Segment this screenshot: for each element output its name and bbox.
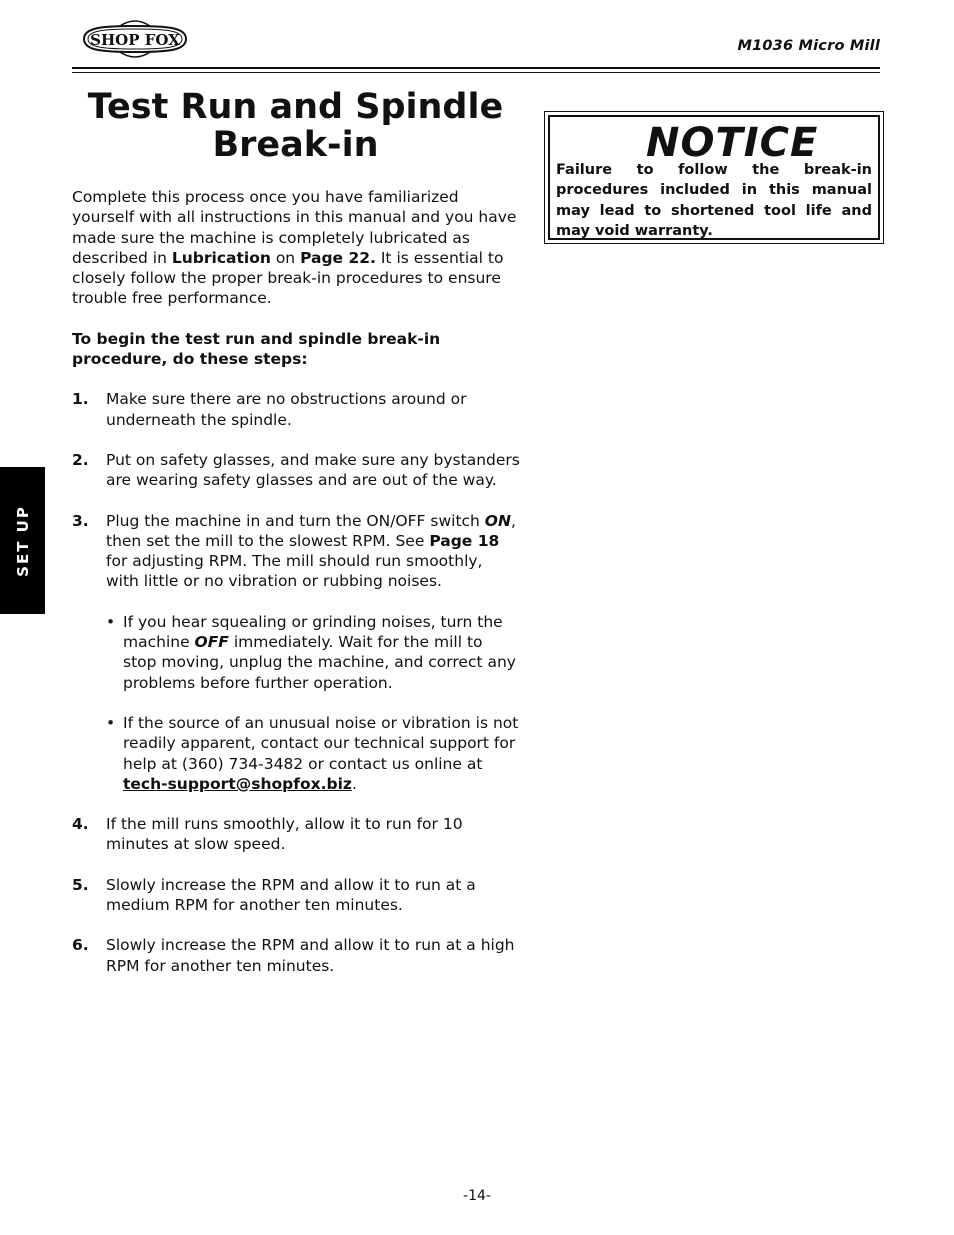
bullet-item — [72, 713, 520, 794]
step-item — [72, 875, 520, 916]
step-text: Plug the machine in and turn the ON/OFF switch ON, then set the mill to the slowest RPM. See Page 18 for adjusting RPM. The mill should run smoothly, with little or no vibration or rubbing noises. — [106, 511, 516, 591]
support-email-link[interactable]: tech-support@shopfox.biz — [123, 774, 352, 793]
notice-box — [544, 111, 884, 244]
section-tab — [0, 467, 45, 614]
step-text: Put on safety glasses, and make sure any bystanders are wearing safety glasses and are out of the way. — [106, 450, 520, 490]
header-rule — [72, 67, 880, 69]
bullet-item — [72, 612, 520, 693]
page-number: -14- — [463, 1188, 491, 1204]
step-number: 1. — [72, 390, 89, 409]
step-item — [72, 935, 520, 976]
step-text: Slowly increase the RPM and allow it to run at a medium RPM for another ten minutes. — [106, 875, 476, 915]
step-number: 4. — [72, 815, 89, 834]
step-number: 5. — [72, 875, 89, 894]
main-content — [72, 187, 520, 996]
header-model: M1036 Micro Mill — [737, 38, 880, 54]
notice-title: NOTICE — [646, 120, 819, 166]
shop-fox-logo — [80, 16, 190, 62]
step-number: 2. — [72, 450, 89, 469]
step-text: Slowly increase the RPM and allow it to run at a high RPM for another ten minutes. — [106, 936, 515, 975]
step-item — [72, 389, 520, 430]
notice-text: Failure to follow the break-in procedures included in this manual may lead to shortened tool life and may void warranty. — [556, 162, 872, 239]
step-item — [72, 450, 520, 491]
bullet-dot: • — [106, 612, 116, 631]
page-title: Test Run and Spindle Break-in — [87, 87, 504, 165]
step-item — [72, 511, 520, 592]
bullet-text: If you hear squealing or grinding noises, turn the machine OFF immediately. Wait for the mill to stop moving, unplug the machine, and correct any problems before further operation. — [123, 612, 516, 692]
bullet-dot: • — [106, 713, 116, 732]
step-text: Make sure there are no obstructions around or underneath the spindle. — [106, 390, 467, 429]
step-number: 6. — [72, 936, 89, 955]
header-rule-thin — [72, 72, 880, 73]
bullet-text: If the source of an unusual noise or vibration is not readily apparent, contact our technical support for help at (360) 734-3482 or contact us online at tech-support@shopfox.biz. — [123, 713, 519, 793]
intro-paragraph: Complete this process once you have familiarized yourself with all instructions in this manual and you have made sure the machine is completely lubricated as described in Lubrication on Page 22. It is essential to closely follow the proper break-in procedures to ensure trouble free performance. — [72, 188, 517, 308]
steps-lead: To begin the test run and spindle break-in procedure, do these steps: — [72, 329, 441, 369]
section-tab-label: SET UP — [13, 504, 32, 577]
notice-inner-border — [548, 115, 880, 240]
svg-text:SHOP FOX: SHOP FOX — [90, 31, 180, 49]
step-text: If the mill runs smoothly, allow it to run for 10 minutes at slow speed. — [106, 815, 463, 854]
step-item — [72, 814, 520, 855]
step-number: 3. — [72, 511, 89, 530]
